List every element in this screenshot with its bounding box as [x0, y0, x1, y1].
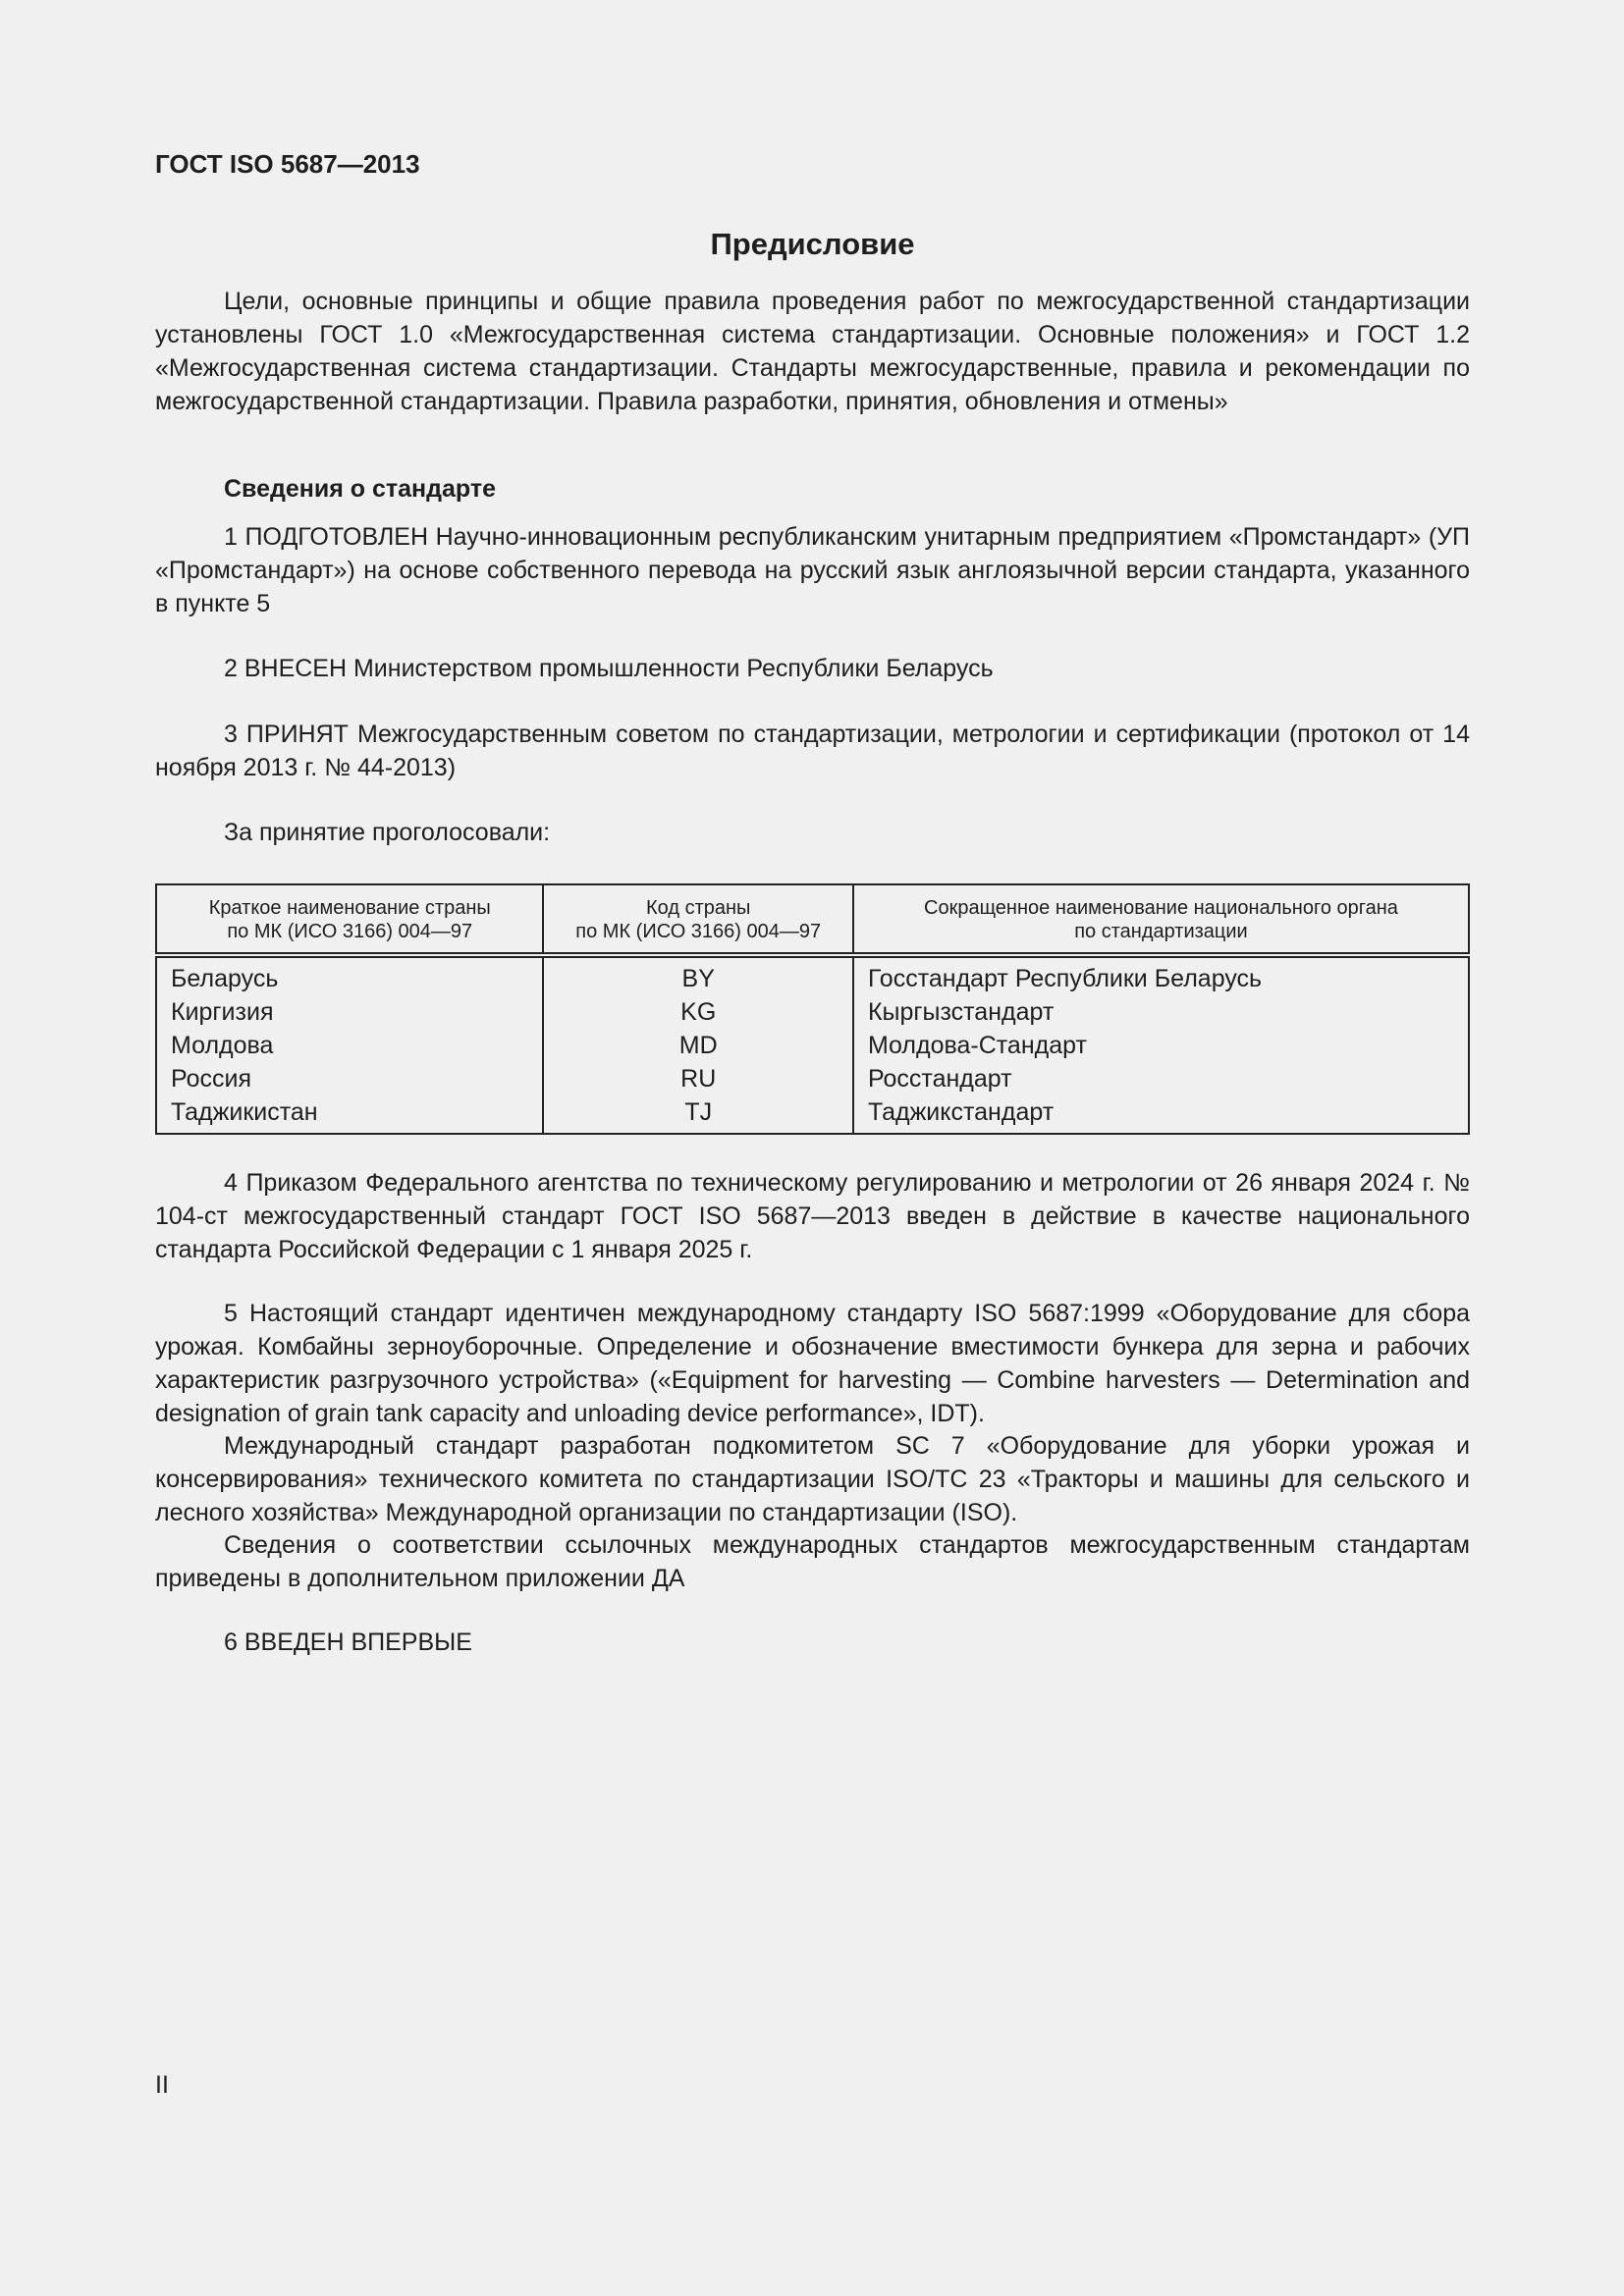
cell-body: Таджикстандарт — [853, 1095, 1469, 1134]
header-country-code: Код страны по МК (ИСО 3166) 004—97 — [543, 884, 852, 955]
cell-code: BY — [543, 955, 852, 995]
table-row — [156, 1095, 1469, 1134]
cell-country: Россия — [156, 1062, 543, 1095]
page-number: II — [155, 2071, 169, 2099]
header-national-body: Сокращенное наименование национального органа по стандартизации — [853, 884, 1469, 955]
cell-code: RU — [543, 1062, 852, 1095]
table-row — [156, 1029, 1469, 1062]
item-1-paragraph: 1 ПОДГОТОВЛЕН Научно-инновационным республиканским унитарным предприятием «Промстандарт» (УП «Промстандарт») на основе собственного перевода на русский язык англоязычной версии стандарта, указанного в пункте 5 — [155, 523, 1470, 617]
cell-code: MD — [543, 1029, 852, 1062]
table-row — [156, 995, 1469, 1029]
cell-country: Таджикистан — [156, 1095, 543, 1134]
voting-table — [155, 883, 1470, 1135]
cell-code: TJ — [543, 1095, 852, 1134]
item-5-subcommittee-paragraph: Международный стандарт разработан подкомитетом SC 7 «Оборудование для уборки урожая и консервирования» технического комитета по стандартизации ISO/TC 23 «Тракторы и машины для сельского и лесного хозяйства» Международной организации по стандартизации (ISO). — [155, 1432, 1470, 1526]
cell-body: Молдова-Стандарт — [853, 1029, 1469, 1062]
document-code: ГОСТ ISO 5687—2013 — [155, 149, 420, 179]
table-row — [156, 955, 1469, 995]
header-country-name: Краткое наименование страны по МК (ИСО 3166) 004—97 — [156, 884, 543, 955]
cell-body: Кыргызстандарт — [853, 995, 1469, 1029]
table-row — [156, 1062, 1469, 1095]
cell-body: Госстандарт Республики Беларусь — [853, 955, 1469, 995]
page-title: Предисловие — [710, 227, 915, 261]
cell-country: Молдова — [156, 1029, 543, 1062]
cell-code: KG — [543, 995, 852, 1029]
cell-country: Киргизия — [156, 995, 543, 1029]
voted-label: За принятие проголосовали: — [224, 819, 551, 846]
table-header-row — [156, 884, 1469, 955]
item-5-references-paragraph: Сведения о соответствии ссылочных международных стандартов межгосударственным стандартам приведены в дополнительном приложении ДА — [155, 1531, 1470, 1592]
item-5-paragraph: 5 Настоящий стандарт идентичен международному стандарту ISO 5687:1999 «Оборудование для сбора урожая. Комбайны зерноуборочные. Определение и обозначение вместимости бункера для зерна и рабочих характеристик разгрузочного устройства» («Equipment for harvesting — Combine harvesters — Determination and designation of grain tank capacity and unloading device performance», IDT). — [155, 1300, 1470, 1427]
item-3-paragraph: 3 ПРИНЯТ Межгосударственным советом по стандартизации, метрологии и сертификации (протокол от 14 ноября 2013 г. № 44-2013) — [155, 721, 1470, 781]
cell-body: Росстандарт — [853, 1062, 1469, 1095]
cell-country: Беларусь — [156, 955, 543, 995]
section-heading: Сведения о стандарте — [224, 475, 497, 503]
item-4-paragraph: 4 Приказом Федерального агентства по техническому регулированию и метрологии от 26 января 2024 г. № 104-ст межгосударственный стандарт ГОСТ ISO 5687—2013 введен в действие в качестве национального стандарта Российской Федерации с 1 января 2025 г. — [155, 1169, 1470, 1263]
item-6-paragraph: 6 ВВЕДЕН ВПЕРВЫЕ — [224, 1629, 472, 1656]
intro-paragraph: Цели, основные принципы и общие правила проведения работ по межгосударственной стандартизации установлены ГОСТ 1.0 «Межгосударственная система стандартизации. Основные положения» и ГОСТ 1.2 «Межгосударственная система стандартизации. Стандарты межгосударственные, правила и рекомендации по межгосударственной стандартизации. Правила разработки, принятия, обновления и отмены» — [155, 288, 1470, 415]
item-2-paragraph: 2 ВНЕСЕН Министерством промышленности Республики Беларусь — [224, 655, 994, 682]
